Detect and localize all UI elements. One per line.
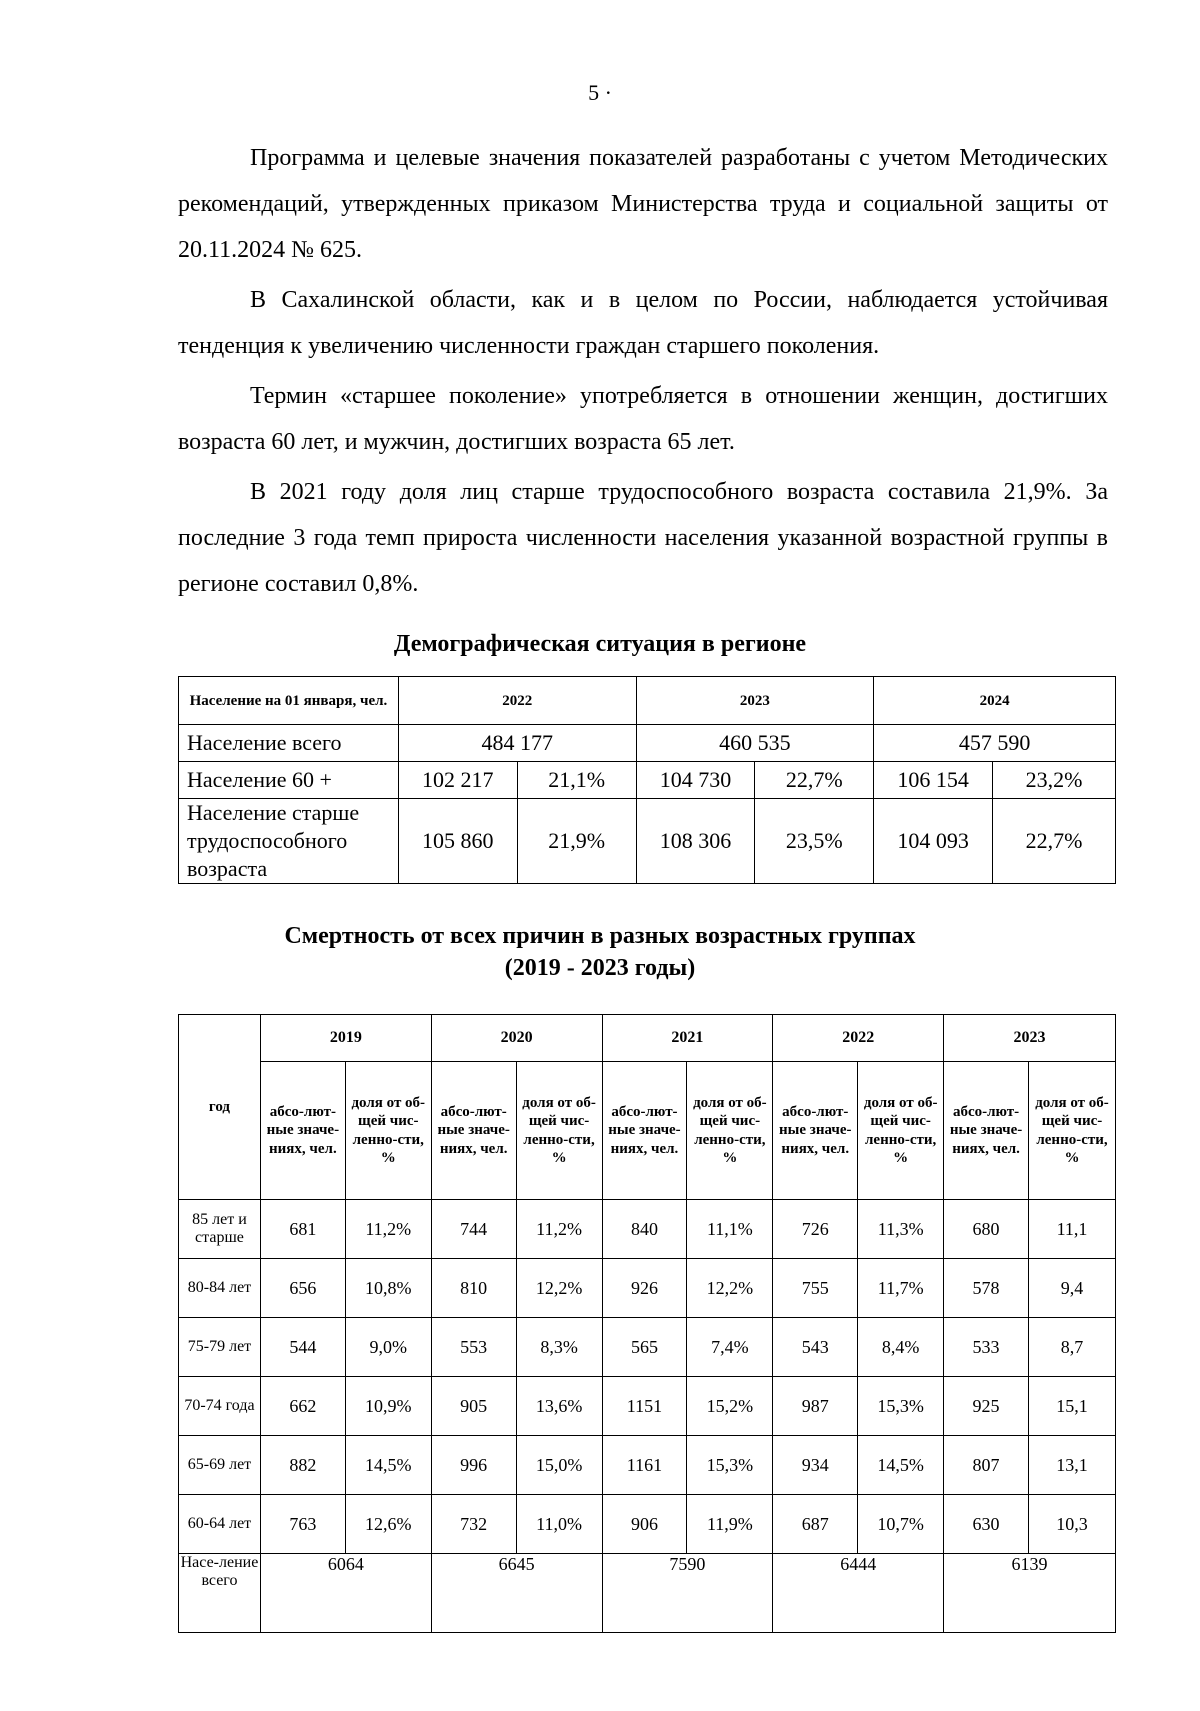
column-header: 2022 <box>398 677 636 725</box>
table-cell: 22,7% <box>993 799 1116 884</box>
table-cell: 15,0% <box>516 1436 602 1495</box>
table-cell: 807 <box>944 1436 1029 1495</box>
table-cell: 8,4% <box>858 1318 944 1377</box>
column-header: 2024 <box>874 677 1116 725</box>
share-header: доля от об-щей чис-ленно-сти, % <box>1029 1062 1116 1200</box>
table-row <box>179 799 1116 884</box>
table-cell: 14,5% <box>345 1436 431 1495</box>
table-row <box>179 1495 1116 1554</box>
body-text <box>178 135 1108 607</box>
table-row <box>179 1436 1116 1495</box>
table-cell: 11,1 <box>1029 1200 1116 1259</box>
demography-table <box>178 676 1116 884</box>
table-row <box>179 1318 1116 1377</box>
table-cell: 732 <box>431 1495 516 1554</box>
table-header-row <box>179 677 1116 725</box>
year-header: 2022 <box>773 1015 944 1062</box>
row-label: Насе-ление всего <box>179 1554 261 1633</box>
table-cell: 22,7% <box>755 762 874 799</box>
table-row <box>179 1259 1116 1318</box>
table-cell: 21,1% <box>517 762 636 799</box>
table-cell: 10,9% <box>345 1377 431 1436</box>
paragraph: В 2021 году доля лиц старше трудоспособного возраста составила 21,9%. За последние 3 года темп прироста численности населения указанной возрастной группы в регионе составил 0,8%. <box>178 479 1108 597</box>
table-cell: 934 <box>773 1436 858 1495</box>
table-cell: 102 217 <box>398 762 517 799</box>
table-cell: 108 306 <box>636 799 755 884</box>
total-cell: 6645 <box>431 1554 602 1633</box>
table-cell: 553 <box>431 1318 516 1377</box>
column-header: год <box>179 1015 261 1200</box>
table-cell: 104 730 <box>636 762 755 799</box>
table-cell: 763 <box>260 1495 345 1554</box>
abs-header: абсо-лют-ные значе-ниях, чел. <box>602 1062 687 1200</box>
total-row <box>179 1554 1116 1633</box>
paragraph: Программа и целевые значения показателей разработаны с учетом Методических рекомендаций, утвержденных приказом Министерства труда и социальной защиты от 20.11.2024 № 625. <box>178 145 1108 263</box>
table-row <box>179 762 1116 799</box>
share-header: доля от об-щей чис-ленно-сти, % <box>687 1062 773 1200</box>
table-cell: 687 <box>773 1495 858 1554</box>
row-label: 65-69 лет <box>179 1436 261 1495</box>
table-cell: 681 <box>260 1200 345 1259</box>
total-cell: 7590 <box>602 1554 773 1633</box>
table-row <box>179 1200 1116 1259</box>
table-cell: 925 <box>944 1377 1029 1436</box>
row-label: 60-64 лет <box>179 1495 261 1554</box>
mortality-title-line2: (2019 - 2023 годы) <box>504 955 696 981</box>
table-cell: 578 <box>944 1259 1029 1318</box>
year-header: 2021 <box>602 1015 773 1062</box>
table-cell: 726 <box>773 1200 858 1259</box>
table-cell: 8,7 <box>1029 1318 1116 1377</box>
table-cell: 9,4 <box>1029 1259 1116 1318</box>
table-cell: 662 <box>260 1377 345 1436</box>
table-cell: 996 <box>431 1436 516 1495</box>
total-cell: 6064 <box>260 1554 431 1633</box>
table-cell: 810 <box>431 1259 516 1318</box>
table-cell: 1161 <box>602 1436 687 1495</box>
table-cell: 10,7% <box>858 1495 944 1554</box>
year-header: 2023 <box>944 1015 1116 1062</box>
table-cell: 15,3% <box>687 1436 773 1495</box>
table-cell: 656 <box>260 1259 345 1318</box>
abs-header: абсо-лют-ные значе-ниях, чел. <box>773 1062 858 1200</box>
row-label: 75-79 лет <box>179 1318 261 1377</box>
row-label: 85 лет и старше <box>179 1200 261 1259</box>
table-cell: 8,3% <box>516 1318 602 1377</box>
table-cell: 1151 <box>602 1377 687 1436</box>
mortality-title-line1: Смертность от всех причин в разных возрастных группах <box>284 923 916 949</box>
mortality-title <box>0 920 1200 984</box>
table-cell: 882 <box>260 1436 345 1495</box>
table-cell: 14,5% <box>858 1436 944 1495</box>
table-cell: 744 <box>431 1200 516 1259</box>
row-label: Население старше трудоспособного возраста <box>179 799 399 884</box>
table-cell: 926 <box>602 1259 687 1318</box>
table-cell: 460 535 <box>636 725 874 762</box>
table-cell: 544 <box>260 1318 345 1377</box>
table-cell: 23,2% <box>993 762 1116 799</box>
table-cell: 21,9% <box>517 799 636 884</box>
table-row <box>179 1377 1116 1436</box>
table-cell: 10,8% <box>345 1259 431 1318</box>
table-cell: 12,2% <box>516 1259 602 1318</box>
table-cell: 13,6% <box>516 1377 602 1436</box>
table-cell: 11,0% <box>516 1495 602 1554</box>
paragraph: Термин «старшее поколение» употребляется в отношении женщин, достигших возраста 60 лет, и мужчин, достигших возраста 65 лет. <box>178 383 1108 455</box>
table-cell: 105 860 <box>398 799 517 884</box>
table-cell: 680 <box>944 1200 1029 1259</box>
column-header: 2023 <box>636 677 874 725</box>
table-cell: 11,1% <box>687 1200 773 1259</box>
table-cell: 11,2% <box>516 1200 602 1259</box>
table-row <box>179 725 1116 762</box>
table-cell: 15,2% <box>687 1377 773 1436</box>
table-header-row <box>179 1015 1116 1062</box>
table-cell: 484 177 <box>398 725 636 762</box>
abs-header: абсо-лют-ные значе-ниях, чел. <box>944 1062 1029 1200</box>
table-cell: 9,0% <box>345 1318 431 1377</box>
row-label: Население 60 + <box>179 762 399 799</box>
share-header: доля от об-щей чис-ленно-сти, % <box>858 1062 944 1200</box>
table-cell: 104 093 <box>874 799 993 884</box>
share-header: доля от об-щей чис-ленно-сти, % <box>345 1062 431 1200</box>
table-cell: 12,6% <box>345 1495 431 1554</box>
table-cell: 10,3 <box>1029 1495 1116 1554</box>
table-cell: 7,4% <box>687 1318 773 1377</box>
row-label: 70-74 года <box>179 1377 261 1436</box>
table-cell: 13,1 <box>1029 1436 1116 1495</box>
table-cell: 23,5% <box>755 799 874 884</box>
total-cell: 6139 <box>944 1554 1116 1633</box>
table-cell: 755 <box>773 1259 858 1318</box>
year-header: 2019 <box>260 1015 431 1062</box>
table-cell: 533 <box>944 1318 1029 1377</box>
row-label: Население всего <box>179 725 399 762</box>
table-cell: 630 <box>944 1495 1029 1554</box>
table-subheader-row <box>179 1062 1116 1200</box>
year-header: 2020 <box>431 1015 602 1062</box>
table-cell: 106 154 <box>874 762 993 799</box>
table-cell: 15,3% <box>858 1377 944 1436</box>
page-number: 5 · <box>588 80 612 105</box>
table-cell: 15,1 <box>1029 1377 1116 1436</box>
table-cell: 12,2% <box>687 1259 773 1318</box>
mortality-table <box>178 1014 1116 1633</box>
table-cell: 906 <box>602 1495 687 1554</box>
demography-title: Демографическая ситуация в регионе <box>393 631 807 657</box>
table-cell: 11,2% <box>345 1200 431 1259</box>
table-cell: 11,9% <box>687 1495 773 1554</box>
table-cell: 11,3% <box>858 1200 944 1259</box>
table-cell: 840 <box>602 1200 687 1259</box>
table-cell: 565 <box>602 1318 687 1377</box>
table-cell: 543 <box>773 1318 858 1377</box>
column-header: Население на 01 января, чел. <box>179 677 399 725</box>
table-cell: 457 590 <box>874 725 1116 762</box>
table-cell: 11,7% <box>858 1259 944 1318</box>
abs-header: абсо-лют-ные значе-ниях, чел. <box>260 1062 345 1200</box>
table-cell: 987 <box>773 1377 858 1436</box>
share-header: доля от об-щей чис-ленно-сти, % <box>516 1062 602 1200</box>
abs-header: абсо-лют-ные значе-ниях, чел. <box>431 1062 516 1200</box>
paragraph: В Сахалинской области, как и в целом по России, наблюдается устойчивая тенденция к увеличению численности граждан старшего поколения. <box>178 287 1108 359</box>
table-cell: 905 <box>431 1377 516 1436</box>
row-label: 80-84 лет <box>179 1259 261 1318</box>
total-cell: 6444 <box>773 1554 944 1633</box>
